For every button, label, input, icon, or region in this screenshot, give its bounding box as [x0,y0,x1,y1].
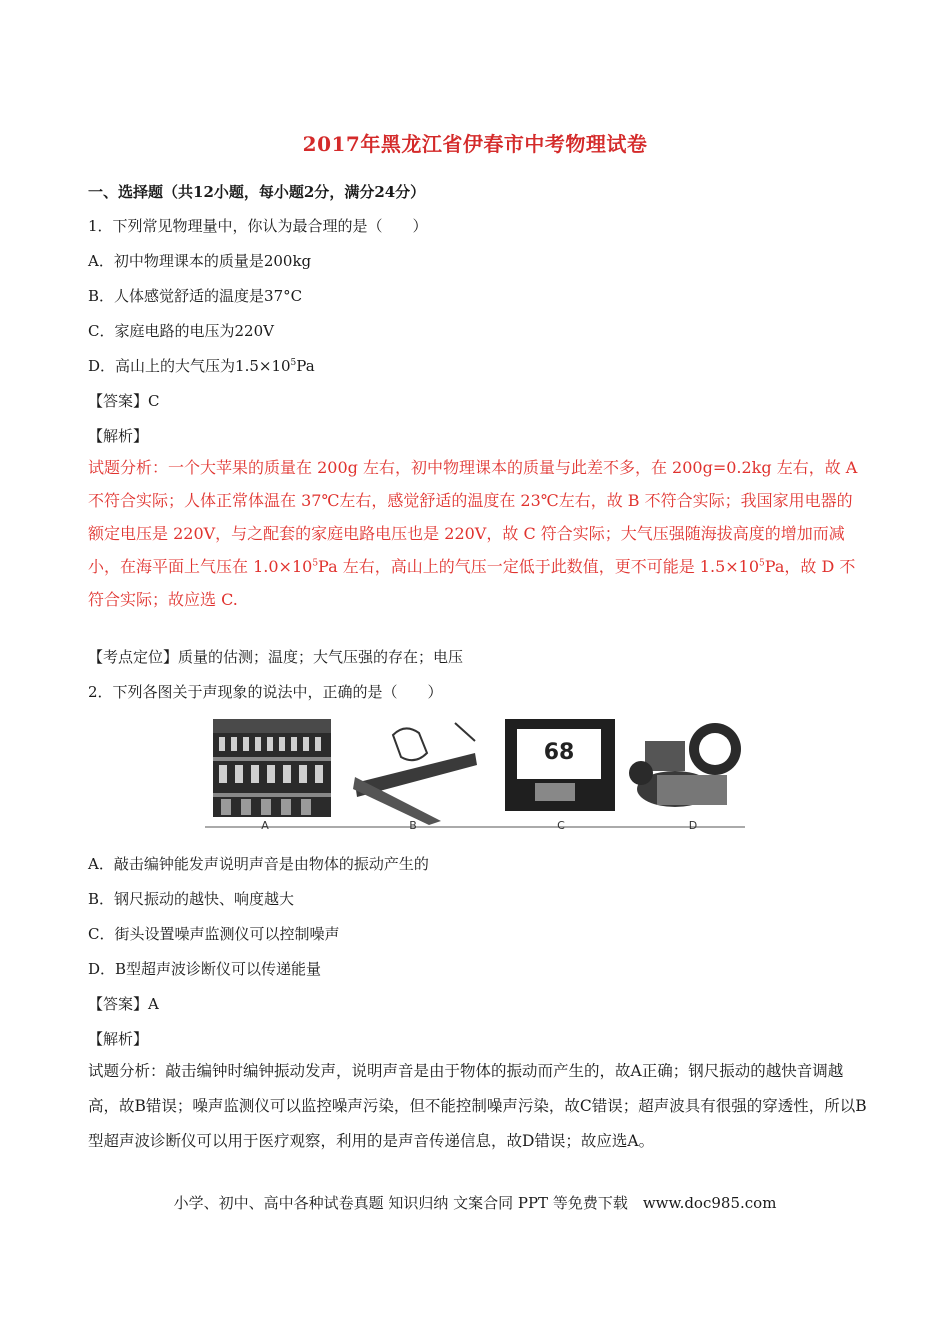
q1-stem: 1．下列常见物理量中，你认为最合理的是（ ） [88,217,428,235]
figure-panel-c [505,719,615,811]
figure-panel-a [213,719,331,817]
q2-stem: 2．下列各图关于声现象的说法中，正确的是（ ） [88,683,443,701]
q1-kaodian: 【考点定位】质量的估测；温度；大气压强的存在；电压 [88,648,464,666]
q1-option-d-text: D．高山上的大气压为1.5×10 [88,357,291,375]
q2-option-d: D．B型超声波诊断仪可以传递能量 [88,960,322,978]
section-heading: 一、选择题（共12小题，每小题2分，满分24分） [88,183,426,201]
q2-option-a: A．敲击编钟能发声说明声音是由物体的振动产生的 [88,855,429,873]
q1-analysis-part2: Pa 左右，高山上的气压一定低于此数值，更不可能是 1.5×10 [318,557,760,576]
q1-analysis [88,451,868,616]
figure-label-b: B [409,819,417,832]
q1-option-d [88,356,315,376]
q1-option-a: A．初中物理课本的质量是200kg [88,252,312,270]
q2-analysis: 试题分析：敲击编钟时编钟振动发声，说明声音是由于物体的振动而产生的，故A正确；钢尺振动的越快音调越高，故B错误；噪声监测仪可以监控噪声污染，但不能控制噪声污染，故C错误；超声波具有很强的穿透性，所以B型超声波诊断仪可以用于医疗观察，利用的是声音传递信息，故D错误；故应选A。 [88,1062,867,1150]
noise-monitor-display: 68 [543,740,575,765]
q1-option-d-unit: Pa [296,357,315,375]
figure-label-c: C [557,819,565,832]
q1-option-c: C．家庭电路的电压为220V [88,322,274,340]
figure-panel-d [629,723,741,807]
figure-panel-b [353,723,477,825]
q1-option-d-exponent: 5 [290,358,297,368]
q1-option-b: B．人体感觉舒适的温度是37°C [88,287,303,305]
q1-analysis-label: 【解析】 [88,427,149,445]
q2-answer: 【答案】A [88,995,159,1013]
figure-label-d: D [688,819,698,832]
q1-analysis-exponent2: 5 [759,558,765,569]
q1-answer: 【答案】C [88,392,160,410]
q2-option-b: B．钢尺振动的越快、响度越大 [88,890,295,908]
page-title: 2017年黑龙江省伊春市中考物理试卷 [302,132,648,156]
q1-analysis-part3: Pa，故 D 不符合实际；故应选 C. [88,557,856,609]
q2-analysis-label: 【解析】 [88,1030,149,1048]
figure-label-a: A [261,819,269,832]
q1-analysis-part1: 试题分析：一个大苹果的质量在 200g 左右，初中物理课本的质量与此差不多，在 200g=0.2kg 左右，故 A 不符合实际；人体正常体温在 37℃左右，感觉舒适的温度在 23℃左右，故 B 不符合实际；我国家用电器的额定电压是 220V，与之配套的家庭电路电压也是 220V，故 C 符合实际；大气压强随海拔高度的增加而减小，在海平面上气压在 1.0×10 [88,458,858,576]
q1-analysis-exponent1: 5 [312,558,319,569]
q2-figure [205,713,745,835]
page-footer: 小学、初中、高中各种试卷真题 知识归纳 文案合同 PPT 等免费下载 www.doc985.com [173,1194,777,1212]
q2-option-c: C．街头设置噪声监测仪可以控制噪声 [88,925,340,943]
